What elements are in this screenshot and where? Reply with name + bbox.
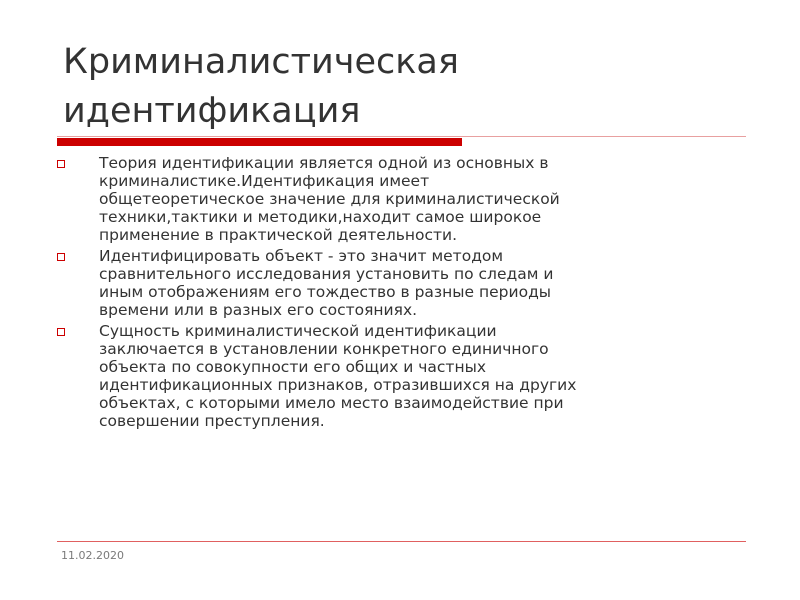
bullet-2-line-4: времени или в разных его состояниях. — [99, 301, 418, 319]
hollow-square-icon — [57, 253, 65, 261]
bullet-1-line-5: применение в практической деятельности. — [99, 226, 458, 244]
bullet-3-line-4: идентификационных признаков, отразившихся на других — [99, 376, 577, 394]
bullet-3-line-3: объекта по совокупности его общих и частных — [99, 358, 487, 376]
bullet-2-line-1: Идентифицировать объект - это значит методом — [99, 247, 504, 265]
bullet-3-line-1: Сущность криминалистической идентификации — [99, 322, 497, 340]
bullet-3-line-2: заключается в установлении конкретного единичного — [99, 340, 549, 358]
footer-divider — [57, 541, 746, 542]
bullet-2-line-2: сравнительного исследования установить по следам и — [99, 265, 554, 283]
bullet-1-line-4: техники,тактики и методики,находит самое широкое — [99, 208, 542, 226]
hollow-square-icon — [57, 160, 65, 168]
bullet-text-1 — [99, 154, 756, 244]
bullet-2-line-3: иным отображениям его тождество в разные периоды — [99, 283, 552, 301]
bullet-text-2 — [99, 247, 756, 319]
bullet-list — [56, 154, 756, 433]
title-divider-accent-bar — [57, 138, 462, 146]
slide-title-line-1: Криминалистическая — [63, 42, 459, 82]
bullet-item-3 — [56, 322, 756, 430]
bullet-1-line-1: Теория идентификации является одной из основных в — [99, 154, 549, 172]
slide-title-line-2: идентификация — [63, 91, 361, 131]
bullet-1-line-3: общетеоретическое значение для криминалистической — [99, 190, 560, 208]
slide-title — [63, 38, 713, 136]
title-divider-thin — [57, 136, 746, 137]
bullet-text-3 — [99, 322, 756, 430]
bullet-item-1 — [56, 154, 756, 244]
bullet-1-line-2: криминалистике.Идентификация имеет — [99, 172, 430, 190]
bullet-item-2 — [56, 247, 756, 319]
bullet-3-line-6: совершении преступления. — [99, 412, 325, 430]
footer-date: 11.02.2020 — [61, 549, 124, 562]
hollow-square-icon — [57, 328, 65, 336]
bullet-3-line-5: объектах, с которыми имело место взаимодействие при — [99, 394, 564, 412]
